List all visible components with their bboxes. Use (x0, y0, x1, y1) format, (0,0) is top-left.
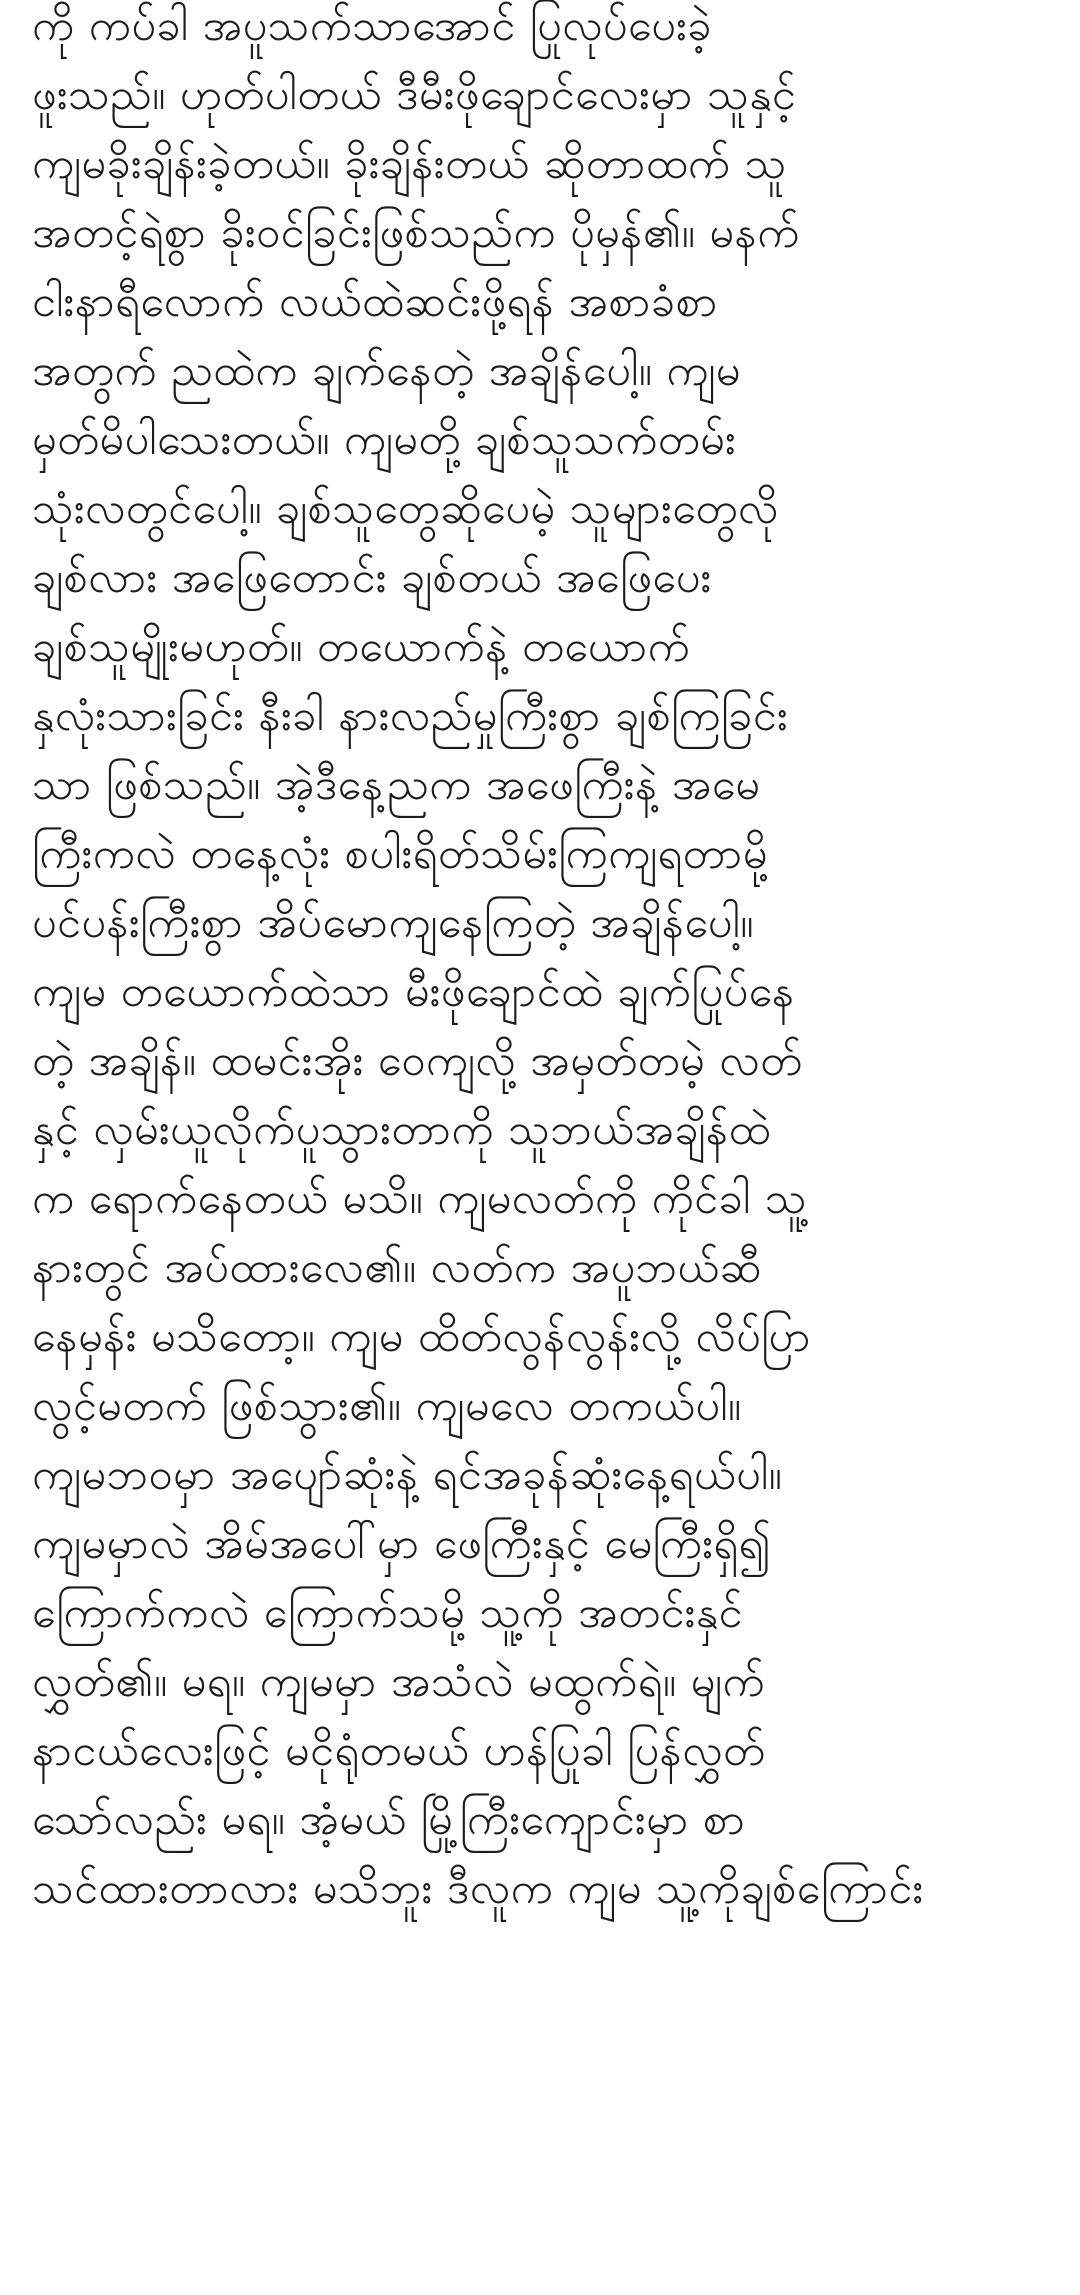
text-line: လွှတ်၏။ မရ။ ကျမမှာ အသံလဲ မထွက်ရဲ။ မျက် (32, 1657, 766, 1707)
text-line: ချစ်လား အဖြေတောင်း ချစ်တယ် အဖြေပေး (32, 553, 712, 603)
text-line: နှလုံးသားခြင်း နီးခါ နားလည်မှုကြီးစွာ ချစ်ကြခြင်း (32, 691, 789, 741)
text-line: ပင်ပန်းကြီးစွာ အိပ်မောကျနေကြတဲ့ အချိန်ပေါ့။ (32, 898, 754, 948)
text-line: သာ ဖြစ်သည်။ အဲ့ဒီနေ့ညက အဖေကြီးနဲ့ အမေ (32, 760, 761, 810)
text-line: ကျမ တယောက်ထဲသာ မီးဖိုချောင်ထဲ ချက်ပြုပ်နေ (32, 967, 795, 1017)
text-line: က ရောက်နေတယ် မသိ။ ကျမလတ်ကို ကိုင်ခါ သူ့ (32, 1174, 807, 1224)
text-line: ချစ်သူမျိုးမဟုတ်။ တယောက်နဲ့ တယောက် (32, 622, 691, 672)
text-line: အတွက် ညထဲက ချက်နေတဲ့ အချိန်ပေါ့။ ကျမ (32, 346, 741, 396)
text-line: ကျမခိုးချိန်းခဲ့တယ်။ ခိုးချိန်းတယ် ဆိုတာထက် သူ (32, 139, 787, 189)
text-line: ကြီးကလဲ တနေ့လုံး စပါးရိတ်သိမ်းကြကျရတာမို့ (32, 829, 768, 879)
text-line: နားတွင် အပ်ထားလေ၏။ လတ်က အပူဘယ်ဆီ (32, 1243, 762, 1293)
text-line: မှတ်မိပါသေးတယ်။ ကျမတို့ ချစ်သူသက်တမ်း (32, 415, 737, 465)
text-line: ဖူးသည်။ ဟုတ်ပါတယ် ဒီမီးဖိုချောင်လေးမှာ သူနှင့် (32, 70, 797, 120)
text-line: ကျမဘဝမှာ အပျော်ဆုံးနဲ့ ရင်အခုန်ဆုံးနေ့ရယ်ပါ။ (32, 1450, 783, 1500)
text-line: ကြောက်ကလဲ ကြောက်သမို့ သူ့ကို အတင်းနှင် (32, 1588, 743, 1638)
article-text (32, 0, 1062, 1924)
text-line: ကျမမှာလဲ အိမ်အပေါ်မှာ ဖေကြီးနှင့် မေကြီးရှိ၍ (32, 1519, 772, 1569)
text-line: ငါးနာရီလောက် လယ်ထဲဆင်းဖို့ရန် အစာခံစာ (32, 277, 718, 327)
text-line: ကို ကပ်ခါ အပူသက်သာအောင် ပြုလုပ်ပေးခဲ့ (32, 1, 712, 51)
text-line: တဲ့ အချိန်။ ထမင်းအိုး ဝေကျလို့ အမှတ်တမဲ့ လတ် (32, 1036, 803, 1086)
text-line: သော်လည်း မရ။ အံ့မယ် မြို့ကြီးကျောင်းမှာ စာ (32, 1795, 746, 1845)
text-line: နေမှန်း မသိတော့။ ကျမ ထိတ်လွန်လွန်းလို့ လိပ်ပြာ (32, 1312, 812, 1362)
text-line: သုံးလတွင်ပေါ့။ ချစ်သူတွေဆိုပေမဲ့ သူများတွေလို (32, 484, 779, 534)
text-line: နာငယ်လေးဖြင့် မငိုရုံတမယ် ဟန်ပြုခါ ပြန်လွှတ် (32, 1726, 766, 1776)
text-line: နှင့် လှမ်းယူလိုက်ပူသွားတာကို သူဘယ်အချိန်ထဲ (32, 1105, 771, 1155)
text-line: လွင့်မတက် ဖြစ်သွား၏။ ကျမလေ တကယ်ပါ။ (32, 1381, 742, 1431)
text-line: အတင့်ရဲစွာ ခိုးဝင်ခြင်းဖြစ်သည်က ပိုမှန်၏။ မနက် (32, 208, 800, 258)
text-line: သင်ထားတာလား မသိဘူး ဒီလူက ကျမ သူ့ကိုချစ်ကြောင်း (32, 1864, 924, 1914)
